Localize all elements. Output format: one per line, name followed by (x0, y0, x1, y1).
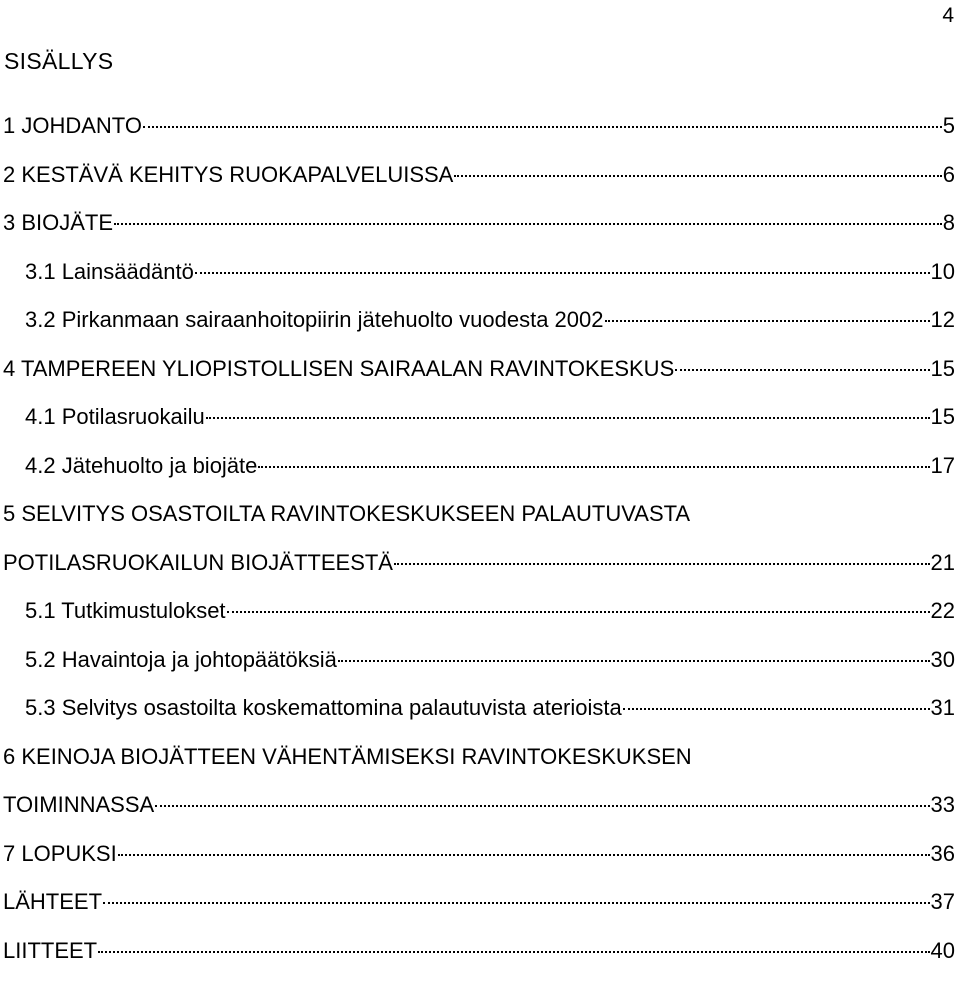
toc-entry[interactable] (0, 258, 955, 307)
dot-leader (114, 223, 942, 225)
toc-entry-page: 12 (930, 307, 955, 332)
dot-leader (675, 369, 929, 371)
toc-entry[interactable] (0, 452, 955, 501)
toc-entry[interactable] (0, 112, 955, 161)
toc-entry[interactable] (0, 549, 955, 598)
toc-entry-page: 22 (930, 598, 955, 623)
toc-entry-title: POTILASRUOKAILUN BIOJÄTTEESTÄ (3, 549, 393, 575)
toc-entry-title: TOIMINNASSA (3, 792, 155, 817)
toc-entry[interactable] (0, 791, 955, 840)
dot-leader (195, 272, 930, 274)
toc-entry-page: 33 (930, 792, 955, 817)
toc-entry[interactable] (0, 694, 955, 743)
toc-entry[interactable] (0, 209, 955, 258)
toc-entry-page: 21 (930, 549, 955, 575)
toc-heading: SISÄLLYS (4, 48, 114, 74)
toc-entry-title: 3 BIOJÄTE (3, 210, 114, 235)
dot-leader (118, 854, 930, 856)
toc-entry-first-line[interactable] (0, 500, 955, 549)
dot-leader (103, 902, 929, 904)
toc-entry-page: 31 (930, 695, 955, 720)
toc-entry-page: 15 (930, 355, 955, 381)
dot-leader (143, 126, 942, 128)
dot-leader (394, 563, 930, 565)
toc-entry-title: 3.1 Lainsäädäntö (25, 258, 194, 284)
toc-entry-page: 6 (942, 161, 955, 187)
toc-entry[interactable] (0, 888, 955, 937)
dot-leader (206, 417, 930, 419)
toc-entry-title: 4.2 Jätehuolto ja biojäte (25, 452, 258, 478)
toc-entry-title-line1: 6 KEINOJA BIOJÄTTEEN VÄHENTÄMISEKSI RAVINTOKESKUKSEN (3, 743, 692, 769)
toc-entry-title: 3.2 Pirkanmaan sairaanhoitopiirin jätehuolto vuodesta 2002 (25, 307, 604, 332)
toc-entry-title: 5.2 Havaintoja ja johtopäätöksiä (25, 646, 337, 672)
toc-entry-page: 15 (930, 404, 955, 429)
toc-entry-title: 7 LOPUKSI (3, 840, 117, 866)
toc-entry-title: 2 KESTÄVÄ KEHITYS RUOKAPALVELUISSA (3, 161, 454, 187)
toc-entry-page: 36 (930, 840, 955, 866)
toc-entry[interactable] (0, 597, 955, 646)
toc-entry-title: LIITTEET (3, 937, 98, 963)
dot-leader (227, 611, 930, 613)
toc-entry-page: 5 (942, 113, 955, 138)
toc-entry[interactable] (0, 937, 955, 986)
dot-leader (454, 175, 941, 177)
toc-entry-title: 4 TAMPEREEN YLIOPISTOLLISEN SAIRAALAN RAVINTOKESKUS (3, 355, 675, 381)
page-number: 4 (942, 4, 954, 27)
dot-leader (605, 320, 930, 322)
toc-entry-title: 1 JOHDANTO (3, 113, 142, 138)
dot-leader (338, 660, 930, 662)
toc-entry-page: 10 (930, 258, 955, 284)
toc-entry-title: 5.1 Tutkimustulokset (25, 598, 226, 623)
toc-entry-title: LÄHTEET (3, 889, 103, 914)
toc-entry[interactable] (0, 306, 955, 355)
toc-entry-page: 30 (930, 646, 955, 672)
toc-entry[interactable] (0, 355, 955, 404)
dot-leader (98, 951, 929, 953)
dot-leader (155, 805, 929, 807)
toc-entry-page: 17 (930, 452, 955, 478)
toc-entry[interactable] (0, 646, 955, 695)
toc-entry[interactable] (0, 161, 955, 210)
dot-leader (258, 466, 929, 468)
toc-entry-first-line[interactable] (0, 743, 955, 792)
toc-entry[interactable] (0, 403, 955, 452)
toc-entry-page: 8 (942, 210, 955, 235)
dot-leader (623, 708, 930, 710)
toc-entry-title-line1: 5 SELVITYS OSASTOILTA RAVINTOKESKUKSEEN PALAUTUVASTA (3, 501, 691, 526)
toc-entry-page: 40 (930, 937, 955, 963)
table-of-contents (0, 112, 955, 985)
toc-entry-page: 37 (930, 889, 955, 914)
toc-entry[interactable] (0, 840, 955, 889)
toc-entry-title: 5.3 Selvitys osastoilta koskemattomina palautuvista aterioista (25, 695, 622, 720)
toc-entry-title: 4.1 Potilasruokailu (25, 404, 205, 429)
